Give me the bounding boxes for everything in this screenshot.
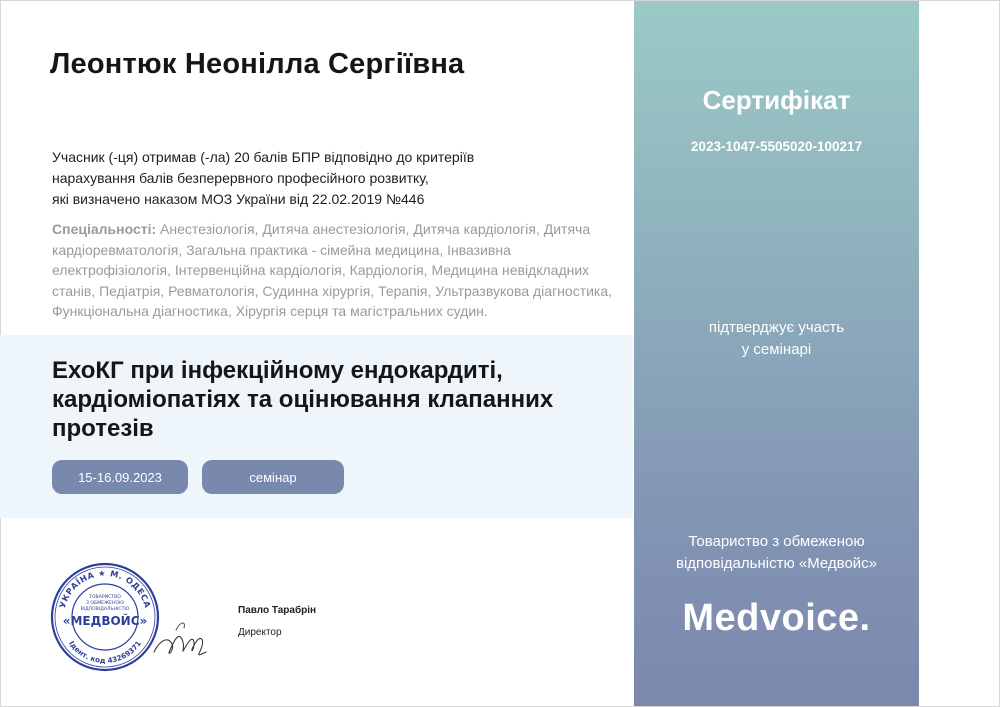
stamp-outer-top-text: УКРАЇНА ★ М. ОДЕСА	[57, 567, 153, 610]
medvoice-logo: Medvoice.	[682, 597, 871, 639]
points-statement-line: нарахування балів безперервного професійного розвитку,	[52, 170, 429, 186]
signer-name: Павло Тарабрін	[238, 605, 317, 616]
certificate-number: 2023-1047-5505020-100217	[690, 139, 863, 154]
certificate-side-panel	[634, 1, 919, 706]
organization-line: Товариство з обмеженою	[688, 533, 865, 550]
points-statement-line: Учасник (-ця) отримав (-ла) 20 балів БПР відповідно до критеріїв	[52, 149, 475, 165]
specialties-label: Спеціальності:	[52, 221, 157, 237]
svg-text:Ідент. код 43269371	[67, 639, 143, 665]
specialties-list: Анестезіологія, Дитяча анестезіологія, Дитяча кардіологія, Дитяча кардіоревматологія, Загальна практика - сімейна медицина, Інвазивна електрофізіологія, Інтервенційна кардіологія, Кардіологія, Медицина невідкладних станів, Педіатрія, Ревматологія, Судинна хірургія, Терапія, Ультразвукова діагностика, Функціональна діагностика, Хірургія серця та магістральних судин.	[52, 221, 613, 320]
course-date-badge: 15-16.09.2023	[52, 460, 188, 494]
stamp-outer-bottom-text: Ідент. код 43269371	[67, 639, 143, 666]
points-statement	[52, 147, 612, 210]
stamp-inner-text: ВІДПОВІДАЛЬНІСТЮ	[80, 607, 130, 612]
signer-role: Директор	[238, 627, 282, 638]
confirmation-line: підтверджує участь	[708, 319, 845, 336]
course-type-badge: семінар	[202, 460, 344, 494]
organization-line: відповідальністю «Медвойс»	[675, 554, 878, 572]
stamp-inner-text: ТОВАРИСТВО	[89, 595, 121, 600]
company-stamp	[50, 562, 160, 672]
course-title: ЕхоКГ при інфекційному ендокардиті, кардіоміопатіях та оцінювання клапанних протезів	[52, 357, 554, 442]
stamp-center-text: «МЕДВОЙС»	[62, 614, 148, 628]
participant-name: Леонтюк Неонілла Сергіївна	[50, 48, 465, 80]
specialties-block	[52, 219, 617, 322]
director-signature	[150, 612, 210, 668]
stamp-inner-text: З ОБМЕЖЕНОЮ	[86, 601, 124, 606]
participation-confirmation	[634, 317, 919, 361]
certificate-title: Сертифікат	[702, 85, 851, 115]
confirmation-line: у семінарі	[741, 341, 812, 358]
points-statement-line: які визначено наказом МОЗ України від 22.02.2019 №446	[52, 191, 425, 207]
organization-name	[634, 531, 919, 574]
